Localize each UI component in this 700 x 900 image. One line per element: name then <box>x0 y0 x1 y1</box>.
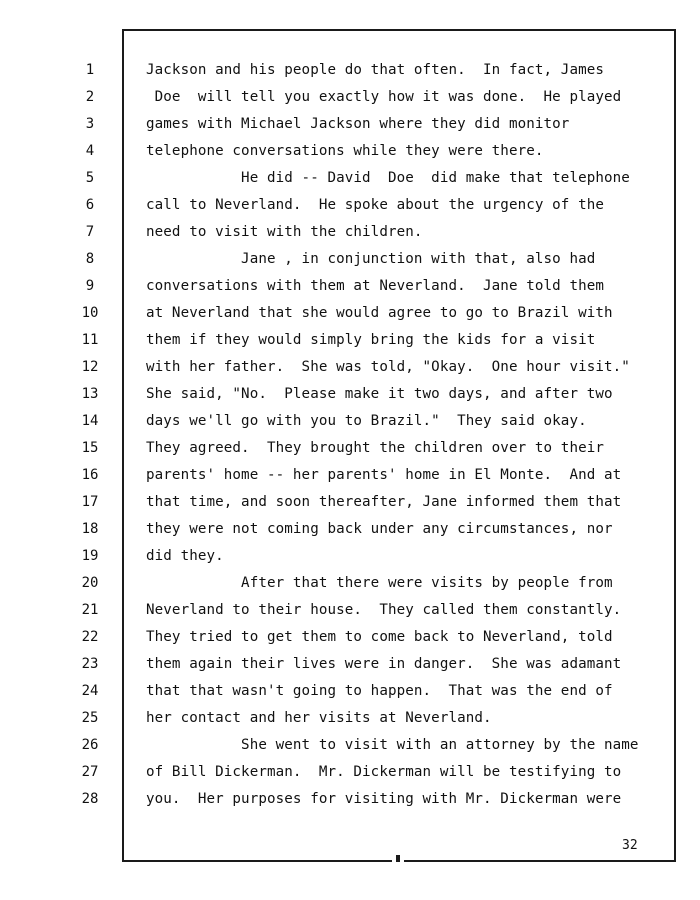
line-number: 7 <box>85 224 95 240</box>
line-number: 26 <box>81 737 99 753</box>
line-number: 8 <box>85 251 95 267</box>
line-number: 15 <box>81 440 99 456</box>
transcript-line: games with Michael Jackson where they did monitor <box>146 116 570 132</box>
line-number: 21 <box>81 602 99 618</box>
page-border-tick <box>396 855 400 862</box>
transcript-line: Doe will tell you exactly how it was done. He played <box>146 89 622 105</box>
transcript-line: days we'll go with you to Brazil." They said okay. <box>146 413 587 429</box>
transcript-line: you. Her purposes for visiting with Mr. Dickerman were <box>146 791 622 807</box>
line-number: 28 <box>81 791 99 807</box>
line-number: 25 <box>81 710 99 726</box>
transcript-line: her contact and her visits at Neverland. <box>146 710 492 726</box>
line-number: 19 <box>81 548 99 564</box>
transcript-line: that time, and soon thereafter, Jane informed them that <box>146 494 622 510</box>
transcript-line: After that there were visits by people from <box>146 575 613 591</box>
line-number: 22 <box>81 629 99 645</box>
transcript-line: call to Neverland. He spoke about the urgency of the <box>146 197 605 213</box>
page-border-bottom-left <box>122 860 392 862</box>
line-number: 4 <box>85 143 95 159</box>
transcript-line: They tried to get them to come back to Neverland, told <box>146 629 613 645</box>
line-number: 2 <box>85 89 95 105</box>
transcript-line: at Neverland that she would agree to go to Brazil with <box>146 305 613 321</box>
transcript-line: them again their lives were in danger. She was adamant <box>146 656 622 672</box>
transcript-line: they were not coming back under any circumstances, nor <box>146 521 613 537</box>
transcript-line: them if they would simply bring the kids for a visit <box>146 332 596 348</box>
line-number: 16 <box>81 467 99 483</box>
line-number: 11 <box>81 332 99 348</box>
line-number: 23 <box>81 656 99 672</box>
transcript-line: She went to visit with an attorney by the name <box>146 737 639 753</box>
transcript-line: of Bill Dickerman. Mr. Dickerman will be testifying to <box>146 764 622 780</box>
transcript-line: with her father. She was told, "Okay. One hour visit." <box>146 359 630 375</box>
line-number: 24 <box>81 683 99 699</box>
transcript-line: She said, "No. Please make it two days, and after two <box>146 386 613 402</box>
line-number: 17 <box>81 494 99 510</box>
line-number: 3 <box>85 116 95 132</box>
transcript-line: did they. <box>146 548 224 564</box>
line-number: 5 <box>85 170 95 186</box>
transcript-line: need to visit with the children. <box>146 224 423 240</box>
transcript-line: Jackson and his people do that often. In fact, James <box>146 62 605 78</box>
transcript-text <box>146 57 672 813</box>
line-number: 9 <box>85 278 95 294</box>
transcript-line: conversations with them at Neverland. Jane told them <box>146 278 605 294</box>
line-number: 6 <box>85 197 95 213</box>
line-number: 1 <box>85 62 95 78</box>
transcript-line: Jane , in conjunction with that, also had <box>146 251 596 267</box>
line-number: 20 <box>81 575 99 591</box>
transcript-line: Neverland to their house. They called them constantly. <box>146 602 622 618</box>
transcript-line: He did -- David Doe did make that telephone <box>146 170 630 186</box>
line-number-column <box>70 57 110 813</box>
line-number: 14 <box>81 413 99 429</box>
page-border-bottom-right <box>404 860 676 862</box>
line-number: 12 <box>81 359 99 375</box>
line-number: 13 <box>81 386 99 402</box>
transcript-line: telephone conversations while they were there. <box>146 143 544 159</box>
line-number: 10 <box>81 305 99 321</box>
transcript-line: They agreed. They brought the children over to their <box>146 440 605 456</box>
transcript-line: parents' home -- her parents' home in El Monte. And at <box>146 467 622 483</box>
transcript-line: that that wasn't going to happen. That was the end of <box>146 683 613 699</box>
line-number: 27 <box>81 764 99 780</box>
page-number: 32 <box>622 838 638 853</box>
line-number: 18 <box>81 521 99 537</box>
